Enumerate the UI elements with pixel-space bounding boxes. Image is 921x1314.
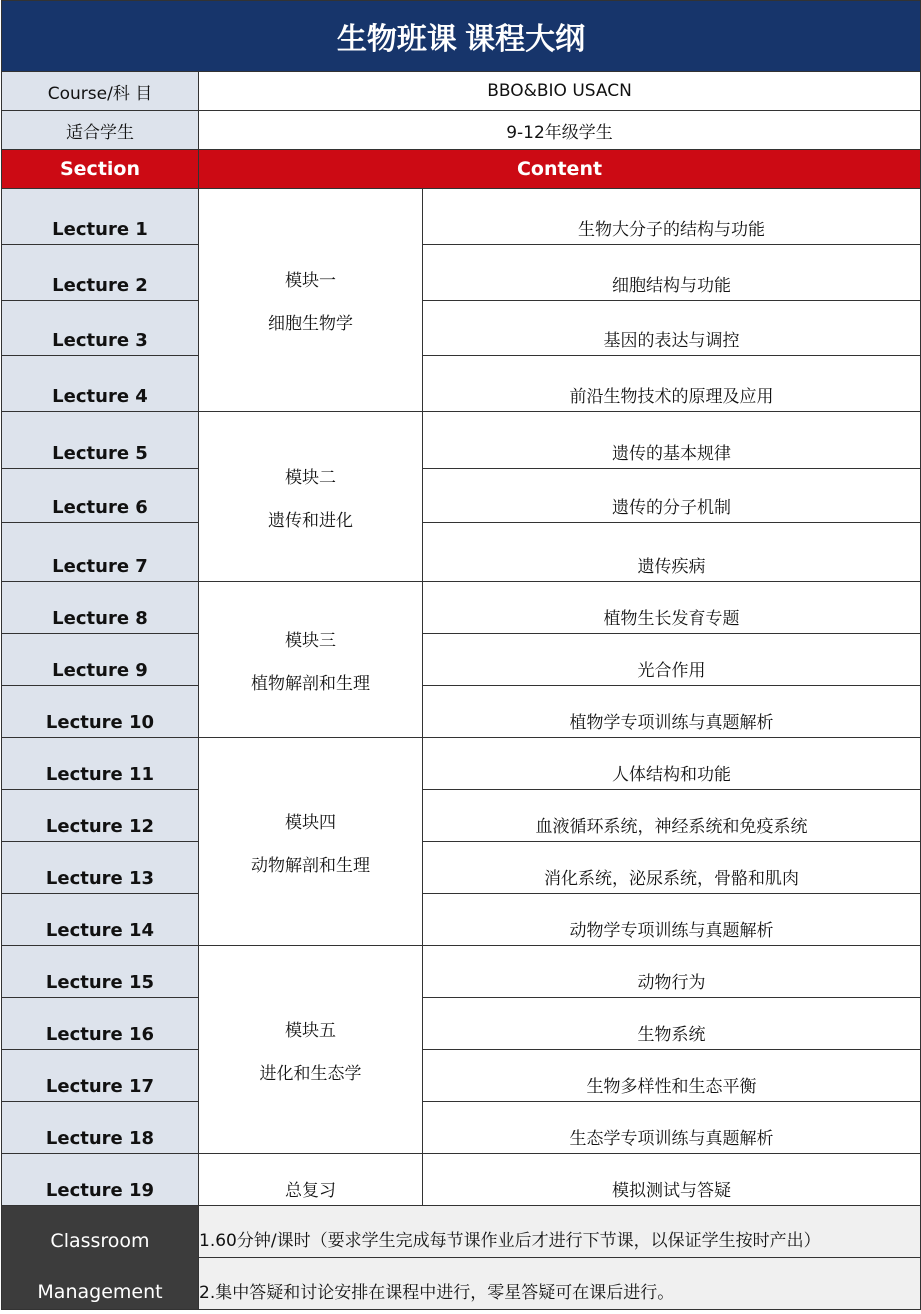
lecture-content: 植物学专项训练与真题解析	[423, 686, 921, 738]
table-row	[2, 790, 921, 842]
module-name: 模块三	[285, 630, 336, 651]
module-name: 模块五	[285, 1020, 336, 1041]
table-row	[2, 582, 921, 634]
table-row	[2, 894, 921, 946]
table-row	[2, 842, 921, 894]
lecture-content: 遗传的基本规律	[423, 412, 921, 469]
lecture-content: 光合作用	[423, 634, 921, 686]
lecture-label: Lecture 3	[2, 301, 199, 356]
lecture-label: Lecture 13	[2, 842, 199, 894]
table-row	[2, 189, 921, 245]
table-row	[2, 634, 921, 686]
content-header: Content	[199, 150, 921, 189]
module-cell	[199, 412, 423, 582]
module-cell	[199, 946, 423, 1154]
lecture-label: Lecture 5	[2, 412, 199, 469]
table-row	[2, 1050, 921, 1102]
table-row	[2, 998, 921, 1050]
lecture-content: 动物行为	[423, 946, 921, 998]
management-note-1: 1.60分钟/课时（要求学生完成每节课作业后才进行下节课，以保证学生按时产出）	[199, 1206, 921, 1258]
module-name: 模块一	[285, 271, 336, 291]
module-topic: 细胞生物学	[268, 314, 353, 334]
module-cell	[199, 189, 423, 412]
lecture-content: 植物生长发育专题	[423, 582, 921, 634]
table-row	[2, 412, 921, 469]
lecture-content: 前沿生物技术的原理及应用	[423, 356, 921, 412]
table-row	[2, 686, 921, 738]
lecture-content: 人体结构和功能	[423, 738, 921, 790]
lecture-content: 生物大分子的结构与功能	[423, 189, 921, 245]
table-row	[2, 523, 921, 582]
table-row	[2, 469, 921, 523]
module-cell	[199, 582, 423, 738]
table-row	[2, 301, 921, 356]
lecture-label: Lecture 14	[2, 894, 199, 946]
syllabus	[1, 0, 920, 1310]
page-title: 生物班课 课程大纲	[2, 1, 921, 72]
module-name: 模块二	[285, 467, 336, 488]
lecture-label: Lecture 4	[2, 356, 199, 412]
lecture-label: Lecture 17	[2, 1050, 199, 1102]
lecture-content: 细胞结构与功能	[423, 245, 921, 301]
course-label: Course/科 目	[2, 72, 199, 111]
lecture-label: Lecture 18	[2, 1102, 199, 1154]
lecture-label: Lecture 6	[2, 469, 199, 523]
management-label-2: Management	[2, 1258, 199, 1310]
lecture-label: Lecture 10	[2, 686, 199, 738]
lecture-content: 消化系统，泌尿系统，骨骼和肌肉	[423, 842, 921, 894]
lecture-label: Lecture 11	[2, 738, 199, 790]
section-header: Section	[2, 150, 199, 189]
lecture-content: 动物学专项训练与真题解析	[423, 894, 921, 946]
students-value: 9-12年级学生	[199, 111, 921, 150]
lecture-label: Lecture 8	[2, 582, 199, 634]
table-row	[2, 1154, 921, 1206]
module-topic: 总复习	[285, 1181, 336, 1201]
module-topic: 遗传和进化	[268, 510, 353, 531]
module-topic: 植物解剖和生理	[251, 673, 370, 694]
module-topic: 动物解剖和生理	[251, 855, 370, 876]
students-label: 适合学生	[2, 111, 199, 150]
table-row	[2, 946, 921, 998]
lecture-label: Lecture 9	[2, 634, 199, 686]
management-note-2: 2.集中答疑和讨论安排在课程中进行，零星答疑可在课后进行。	[199, 1258, 921, 1310]
table-row	[2, 1102, 921, 1154]
lecture-label: Lecture 15	[2, 946, 199, 998]
lecture-label: Lecture 7	[2, 523, 199, 582]
lecture-label: Lecture 2	[2, 245, 199, 301]
module-name: 模块四	[285, 812, 336, 833]
lecture-content: 生物系统	[423, 998, 921, 1050]
course-value: BBO&BIO USACN	[199, 72, 921, 111]
module-cell	[199, 1154, 423, 1206]
table-row	[2, 738, 921, 790]
lecture-label: Lecture 12	[2, 790, 199, 842]
lecture-label: Lecture 1	[2, 189, 199, 245]
lecture-content: 遗传的分子机制	[423, 469, 921, 523]
table-row	[2, 356, 921, 412]
lecture-content: 模拟测试与答疑	[423, 1154, 921, 1206]
module-cell	[199, 738, 423, 946]
lecture-content: 生态学专项训练与真题解析	[423, 1102, 921, 1154]
lecture-content: 基因的表达与调控	[423, 301, 921, 356]
lecture-label: Lecture 16	[2, 998, 199, 1050]
lecture-content: 遗传疾病	[423, 523, 921, 582]
syllabus-table	[1, 0, 921, 1310]
module-topic: 进化和生态学	[259, 1063, 362, 1084]
lecture-content: 血液循环系统，神经系统和免疫系统	[423, 790, 921, 842]
table-row	[2, 245, 921, 301]
management-label-1: Classroom	[2, 1206, 199, 1258]
lecture-label: Lecture 19	[2, 1154, 199, 1206]
lecture-content: 生物多样性和生态平衡	[423, 1050, 921, 1102]
